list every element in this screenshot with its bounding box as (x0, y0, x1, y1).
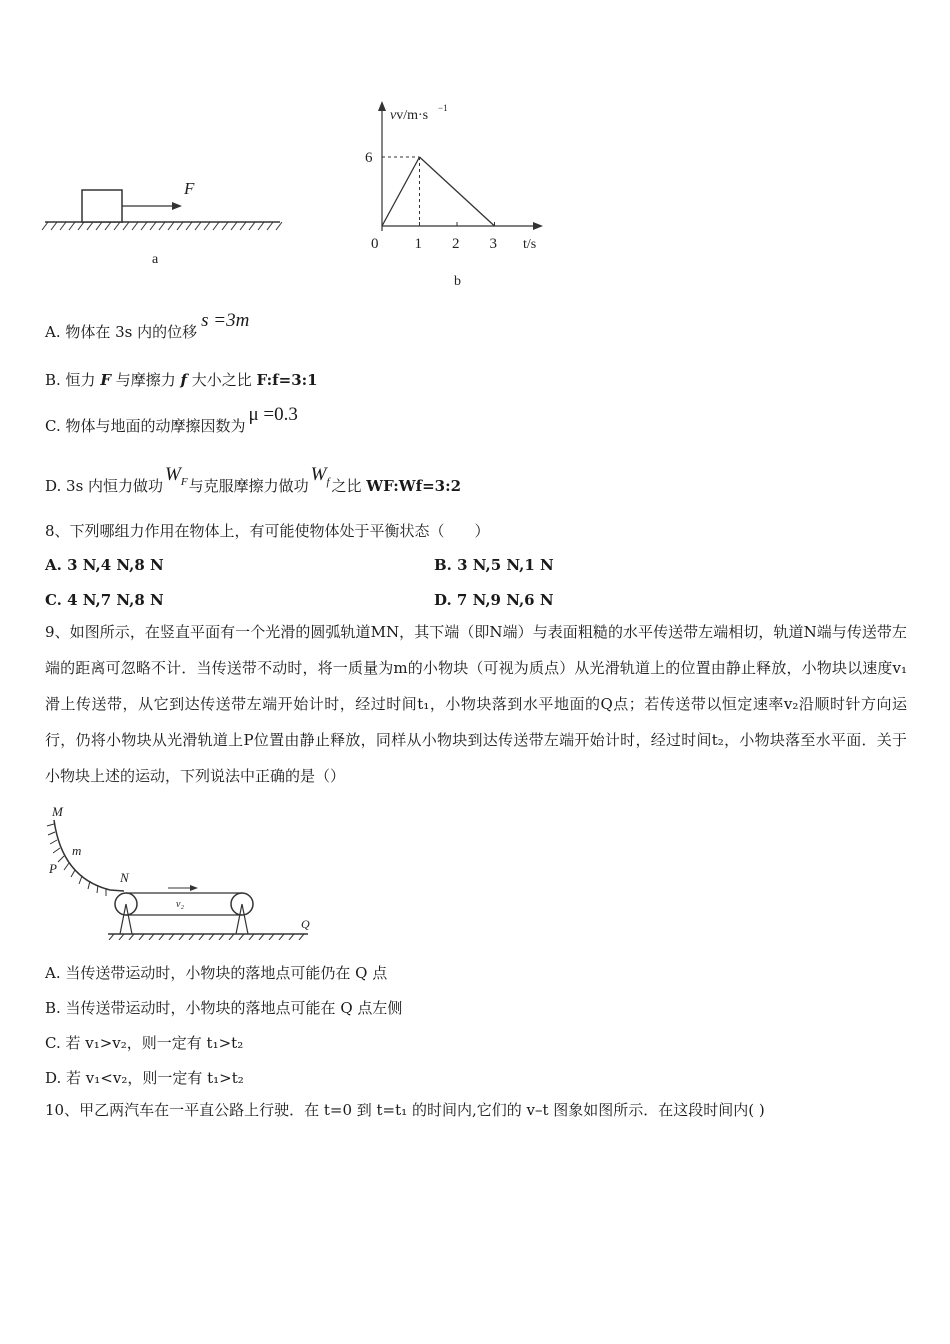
q9-option-d: D. 若 v₁<v₂，则一定有 t₁>t₂ (45, 1069, 244, 1087)
q10-stem: 10、甲乙两汽车在一平直公路上行驶．在 t=0 到 t=t₁ 的时间内,它们的 v–t 图象如图所示．在这段时间内( ) (45, 1101, 765, 1119)
q7-option-b-part1: B. 恒力 (45, 371, 101, 389)
x-tick-label: 3 (489, 236, 497, 252)
q8-option-c: C. 4 N,7 N,8 N (45, 591, 164, 609)
q7-option-d-ratio: WF:Wf=3:2 (366, 477, 462, 495)
ground-hatching (42, 222, 282, 230)
q9-option-c: C. 若 v₁>v₂，则一定有 t₁>t₂ (45, 1034, 244, 1052)
q7-option-a (45, 310, 250, 342)
x-tick-label: 0 (371, 236, 379, 252)
vt-line-segment (382, 157, 420, 226)
x-axis-label (523, 237, 536, 252)
block (82, 190, 122, 222)
x-tick-label: 2 (452, 236, 460, 252)
force-label: F (184, 179, 195, 198)
force-arrowhead (172, 202, 182, 210)
velocity-arrowhead (190, 885, 198, 891)
arc-track (54, 820, 124, 891)
q7-option-b-F: F (100, 371, 111, 389)
figure-a-caption: a (152, 252, 159, 267)
q7-option-b-f: f (180, 371, 187, 389)
y-tick-label: 6 (365, 150, 373, 166)
q9-option-b: B. 当传送带运动时，小物块的落地点可能在 Q 点左侧 (45, 999, 403, 1017)
y-axis-arrowhead (378, 101, 386, 111)
q7-option-d-part3: 之比 (331, 477, 367, 495)
q8-option-b: B. 3 N,5 N,1 N (434, 556, 554, 574)
q9-option-a: A. 当传送带运动时，小物块的落地点可能仍在 Q 点 (45, 964, 388, 982)
q8-option-d: D. 7 N,9 N,6 N (434, 591, 554, 609)
q9-stem: 9、如图所示，在竖直平面有一个光滑的圆弧轨道MN，其下端（即N端）与表面粗糙的水平传送带左端相切，轨道N端与传送带左端的距离可忽略不计．当传送带不动时，将一质量为m的小物块（可视为质点）从光滑轨道上的位置由静止释放，小物块以速度v₁滑上传送带，从它到达传送带左端开始计时，经过时间t₁，小物块落到水平地面的Q点；若传送带以恒定速率v₂沿顺时针方向运行，仍将小物块从光滑轨道上P位置由静止释放，同样从小物块到达传送带左端开始计时，经过时间t₂，小物块落至水平面．关于小物块上述的运动，下列说法中正确的是（） (45, 623, 907, 785)
q7-option-d-WF: $W_F$ (165, 464, 188, 488)
figure-a (40, 170, 290, 270)
x-axis-label-text: t/s (523, 237, 537, 252)
q7-option-d-part2: 与克服摩擦力做功 (188, 477, 309, 495)
label-N: N (120, 870, 129, 885)
y-axis-label: vv/m·s (390, 108, 429, 123)
q7-option-c-text: C. 物体与地面的动摩擦因数为 (45, 417, 246, 435)
q8-option-a: A. 3 N,4 N,8 N (45, 556, 164, 574)
label-Q: Q (301, 917, 310, 931)
figure-q9-conveyor (40, 800, 330, 940)
label-v2: v₂ (176, 899, 184, 910)
figure-b-caption: b (454, 274, 461, 289)
q7-option-c (45, 404, 298, 436)
figure-b-vt-graph (355, 95, 555, 295)
q7-option-b-part3: 大小之比 (186, 371, 257, 389)
q7-option-d-part1: D. 3s 内恒力做功 (45, 477, 164, 495)
q7-option-d (45, 464, 462, 503)
floor-hatching (109, 934, 304, 940)
q7-option-b-ratio: F:f=3:1 (256, 371, 318, 389)
q7-option-d-Wf: $W_f$ (310, 464, 330, 488)
q7-option-b-part2: 与摩擦力 (110, 371, 181, 389)
q7-option-c-formula: μ =0.3 (248, 404, 298, 425)
q7-option-a-text: A. 物体在 3s 内的位移 (45, 323, 198, 341)
x-tick-label: 1 (414, 236, 422, 252)
vt-line-segment (420, 157, 495, 226)
q7-option-a-formula: s =3m (201, 310, 250, 331)
label-M: M (52, 804, 63, 819)
label-P: P (49, 861, 57, 876)
x-axis-arrowhead (533, 222, 543, 230)
q7-option-b (45, 370, 318, 390)
q8-stem: 8、下列哪组力作用在物体上，有可能使物体处于平衡状态（ ） (45, 522, 490, 540)
y-axis-label-exponent: −1 (438, 103, 448, 113)
label-m: m (72, 843, 82, 858)
